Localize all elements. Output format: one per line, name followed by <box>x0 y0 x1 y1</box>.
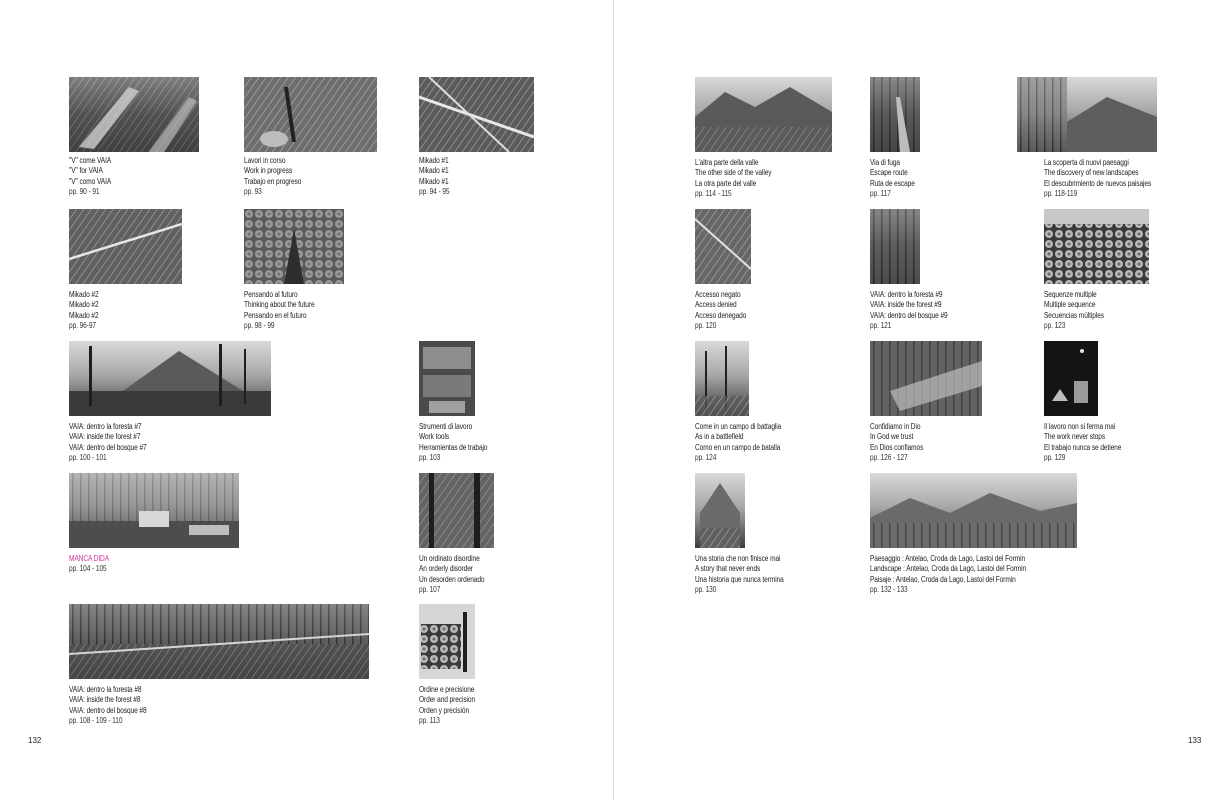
photo-new-landscapes[interactable] <box>1017 77 1157 152</box>
caption-work-never-stops: Il lavoro non si ferma mai The work never stops El trabajo nunca se detiene pp. 129 <box>1044 422 1122 463</box>
caption-mikado-1: Mikado #1 Mikado #1 Mikado #1 pp. 94 - 95 <box>419 156 450 197</box>
page-spine <box>613 0 614 800</box>
photo-escape-route[interactable] <box>870 77 920 152</box>
photo-work-in-progress[interactable] <box>244 77 377 152</box>
caption-manca-dida: MANCA DIDA pp. 104 - 105 <box>69 554 110 574</box>
caption-escape-route: Via di fuga Escape route Ruta de escape pp. 117 <box>870 158 915 199</box>
photo-work-never-stops[interactable] <box>1044 341 1098 416</box>
caption-never-ending-story: Una storia che non finisce mai A story that never ends Una historia que nunca termina pp. 130 <box>695 554 784 595</box>
photo-battlefield[interactable] <box>695 341 749 416</box>
caption-other-side-valley: L'altra parte della valle The other side of the valley La otra parte del valle pp. 114 - 115 <box>695 158 772 199</box>
caption-orderly-disorder: Un ordinato disordine An orderly disorder Un desorden ordenado pp. 107 <box>419 554 485 595</box>
photo-mikado-1[interactable] <box>419 77 534 152</box>
caption-order-precision: Ordine e precisione Order and precision Orden y precisión pp. 113 <box>419 685 476 726</box>
page-number-right: 133 <box>1188 736 1202 745</box>
photo-multiple-sequence[interactable] <box>1044 209 1149 284</box>
photo-mikado-2[interactable] <box>69 209 182 284</box>
caption-landscape-antelao: Paesaggio : Antelao, Croda da Lago, Lastoi del Formin Landscape : Antelao, Croda da Lago, Lastoi del Formin Paisaje : Antelao, Croda da Lago, Lastoi del Formin pp. 132 - 133 <box>870 554 1027 595</box>
photo-landscape-antelao[interactable] <box>870 473 1077 548</box>
caption-multiple-sequence: Sequenze multiple Multiple sequence Secuencias múltiples pp. 123 <box>1044 290 1104 331</box>
caption-forest-9: VAIA: dentro la foresta #9 VAIA: inside the forest #9 VAIA: dentro del bosque #9 pp. 121 <box>870 290 948 331</box>
caption-new-landscapes: La scoperta di nuovi paesaggi The discovery of new landscapes El descubrimiento de nuevos paisajes pp. 118-119 <box>1044 158 1152 199</box>
photo-access-denied[interactable] <box>695 209 751 284</box>
caption-in-god-we-trust: Confidiamo in Dio In God we trust En Dios confiamos pp. 126 - 127 <box>870 422 924 463</box>
photo-forest-8[interactable] <box>69 604 369 679</box>
photo-work-tools[interactable] <box>419 341 475 416</box>
photo-manca-dida[interactable] <box>69 473 239 548</box>
page-number-left: 132 <box>28 736 42 745</box>
caption-access-denied: Accesso negato Access denied Acceso denegado pp. 120 <box>695 290 747 331</box>
caption-forest-8: VAIA: dentro la foresta #8 VAIA: inside the forest #8 VAIA: dentro del bosque #8 pp. 108 - 109 - 110 <box>69 685 147 726</box>
caption-mikado-2: Mikado #2 Mikado #2 Mikado #2 pp. 96-97 <box>69 290 99 331</box>
caption-work-in-progress: Lavori in corso Work in progress Trabajo en progreso pp. 93 <box>244 156 302 197</box>
photo-order-precision[interactable] <box>419 604 475 679</box>
photo-thinking-future[interactable] <box>244 209 344 284</box>
caption-work-tools: Strumenti di lavoro Work tools Herramientas de trabajo pp. 103 <box>419 422 488 463</box>
photo-orderly-disorder[interactable] <box>419 473 494 548</box>
caption-thinking-future: Pensando al futuro Thinking about the future Pensando en el futuro pp. 98 - 99 <box>244 290 315 331</box>
photo-vaia-v[interactable] <box>69 77 199 152</box>
photo-forest-9[interactable] <box>870 209 920 284</box>
photo-forest-7[interactable] <box>69 341 271 416</box>
photo-never-ending-story[interactable] <box>695 473 745 548</box>
photo-in-god-we-trust[interactable] <box>870 341 982 416</box>
caption-vaia-v: "V" come VAIA "V" for VAIA "V" como VAIA pp. 90 - 91 <box>69 156 112 197</box>
photo-other-side-valley[interactable] <box>695 77 832 152</box>
caption-forest-7: VAIA: dentro la foresta #7 VAIA: inside the forest #7 VAIA: dentro del bosque #7 pp. 100 - 101 <box>69 422 147 463</box>
caption-battlefield: Come in un campo di battaglia As in a battlefield Como en un campo de batalla pp. 124 <box>695 422 782 463</box>
